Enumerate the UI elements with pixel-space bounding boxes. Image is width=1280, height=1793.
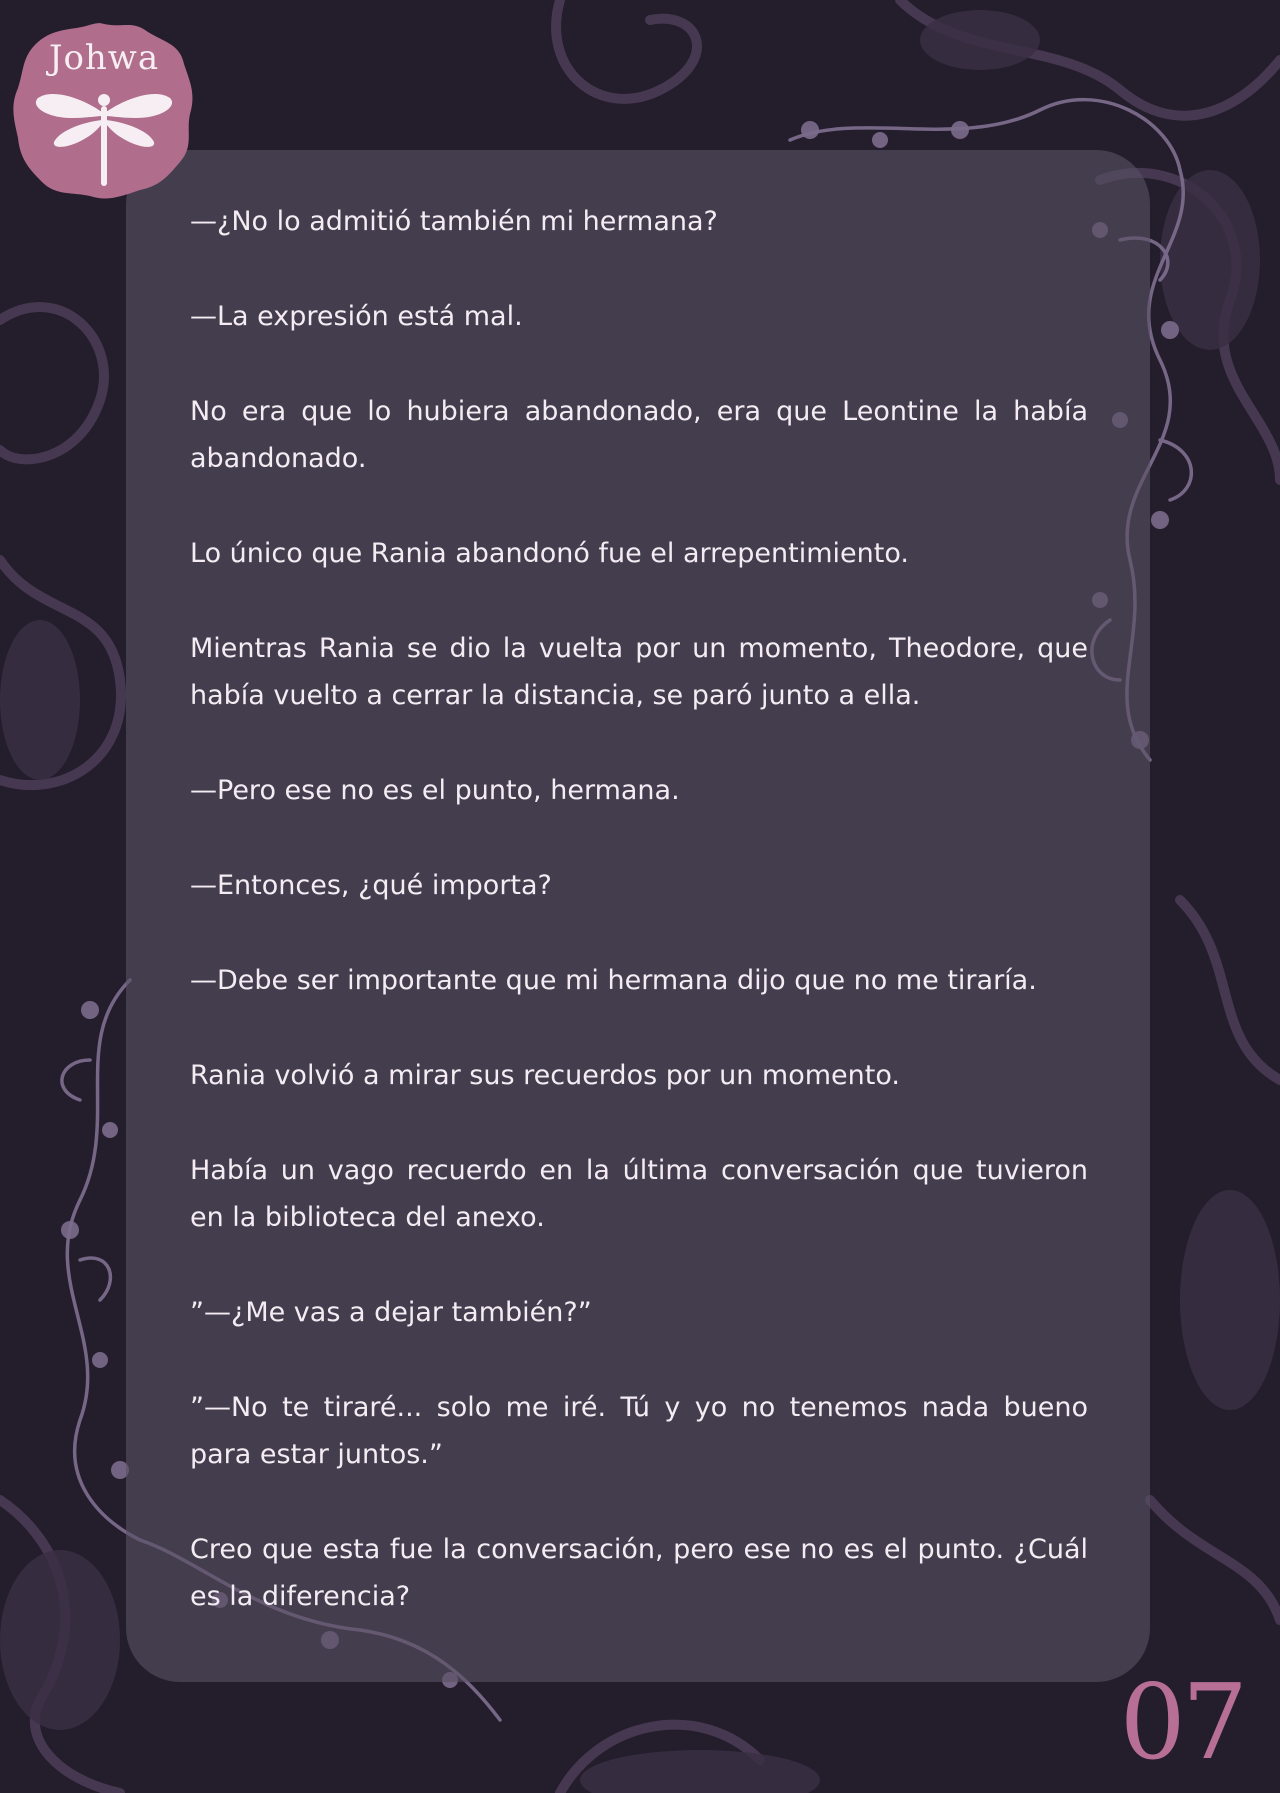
paragraph: Había un vago recuerdo en la última conversación que tuvieron en la biblioteca del anexo. [190,1155,1088,1233]
paragraph: Creo que esta fue la conversación, pero ese no es el punto. ¿Cuál es la diferencia? [190,1534,1088,1612]
paragraph: —Pero ese no es el punto, hermana. [190,775,680,806]
page-number: 07 [1119,1661,1244,1783]
paragraph: Rania volvió a mirar sus recuerdos por un momento. [190,1060,900,1091]
paragraph: —Debe ser importante que mi hermana dijo que no me tiraría. [190,965,1037,996]
paragraph: Lo único que Rania abandonó fue el arrepentimiento. [190,538,909,569]
paragraph: ”—No te tiraré... solo me iré. Tú y yo no tenemos nada bueno para estar juntos.” [190,1392,1088,1470]
logo-text: Johwa [48,38,160,78]
paragraph: —La expresión está mal. [190,301,523,332]
paragraph: —¿No lo admitió también mi hermana? [190,206,718,237]
logo-badge [12,18,196,202]
paragraph: Mientras Rania se dio la vuelta por un momento, Theodore, que había vuelto a cerrar la distancia, se paró junto a ella. [190,633,1088,711]
paragraph: No era que lo hubiera abandonado, era que Leontine la había abandonado. [190,396,1088,474]
story-text [190,198,1088,1668]
paragraph: ”—¿Me vas a dejar también?” [190,1297,592,1328]
paragraph: —Entonces, ¿qué importa? [190,870,552,901]
